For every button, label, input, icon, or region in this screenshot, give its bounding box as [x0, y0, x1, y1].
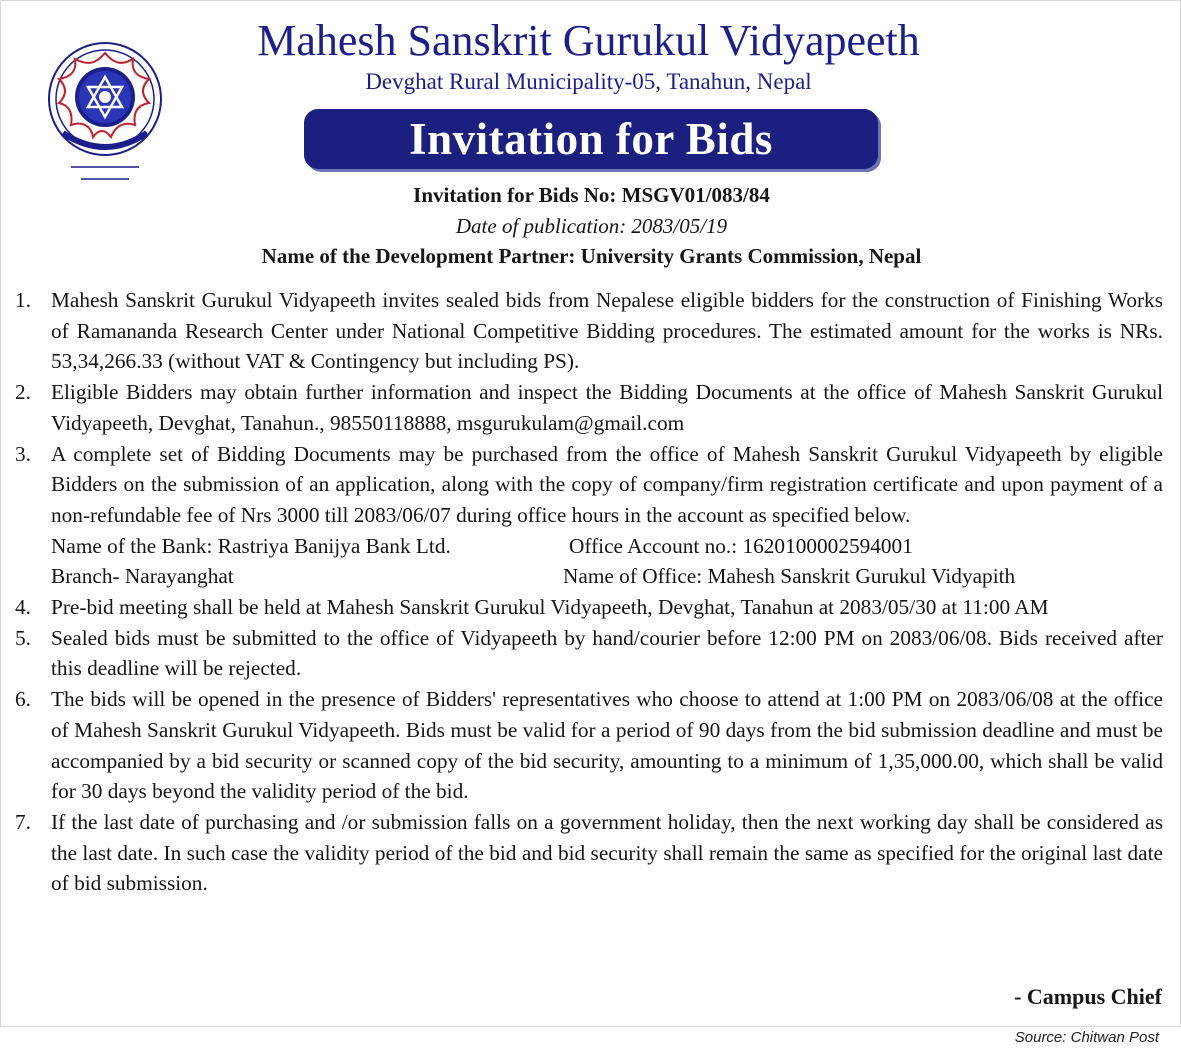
- organization-name: Mahesh Sanskrit Gurukul Vidyapeeth: [257, 16, 920, 65]
- item-number: 2.: [15, 380, 31, 405]
- publication-date: Date of publication: 2083/05/19: [455, 214, 728, 238]
- account-number: Office Account no.: 1620100002594001: [569, 533, 913, 558]
- list-item: [15, 684, 1163, 807]
- organization-address: Devghat Rural Municipality-05, Tanahun, Nepal: [365, 69, 812, 94]
- list-item: [15, 592, 1163, 623]
- item-number: 5.: [15, 625, 31, 650]
- university-emblem-icon: [41, 37, 169, 189]
- list-item: [15, 439, 1163, 592]
- item-text: Sealed bids must be submitted to the office of Vidyapeeth by hand/courier before 12:00 PM on 2083/06/08. Bids received after this deadline will be rejected.: [51, 625, 1163, 681]
- item-text: A complete set of Bidding Documents may be purchased from the office of Mahesh Sanskrit Gurukul Vidyapeeth by eligible Bidders on the submission of an application, along with the copy of company/firm registration certificate and upon payment of a non-refundable fee of Nrs 3000 till 2083/06/07 during office hours in the account as specified below.: [51, 441, 1163, 527]
- item-number: 1.: [15, 288, 31, 312]
- development-partner: Name of the Development Partner: University Grants Commission, Nepal: [261, 244, 922, 268]
- signature: - Campus Chief: [1014, 984, 1162, 1009]
- list-item: [15, 285, 1163, 377]
- bid-number: Invitation for Bids No: MSGV01/083/84: [413, 183, 770, 207]
- notice-title-banner: Invitation for Bids: [304, 109, 878, 169]
- item-number: 4.: [15, 595, 31, 619]
- item-text: The bids will be opened in the presence of Bidders' representatives who choose to attend at 1:00 PM on 2083/06/08 at the office of Mahesh Sanskrit Gurukul Vidyapeeth. Bids must be valid for a period of 90 days from the bid submission deadline and must be accompanied by a bid security or scanned copy of the bid security, amounting to a minimum of 1,35,000.00, which shall be valid for 30 days beyond the validity period of the bid.: [51, 687, 1163, 804]
- bid-clauses-list: [15, 285, 1163, 899]
- item-text: Eligible Bidders may obtain further information and inspect the Bidding Documents at the office of Mahesh Sanskrit Gurukul Vidyapeeth, Devghat, Tanahun., 98550118888, msgurukulam@gmail.com: [51, 380, 1163, 435]
- list-item: [15, 623, 1163, 684]
- bank-details-row: [51, 531, 1163, 562]
- list-item: [15, 377, 1163, 438]
- item-number: 6.: [15, 687, 31, 712]
- bank-branch: Branch- Narayanghat: [51, 564, 234, 589]
- item-text: If the last date of purchasing and /or submission falls on a government holiday, then the next working day shall be considered as the last date. In such case the validity period of the bid and bid security shall remain the same as specified for the original last date of bid submission.: [51, 809, 1163, 896]
- item-text: Mahesh Sanskrit Gurukul Vidyapeeth invites sealed bids from Nepalese eligible bidders for the construction of Finishing Works of Ramananda Research Center under National Competitive Bidding procedures. The estimated amount for the works is NRs. 53,34,266.33 (without VAT & Contingency but including PS).: [51, 288, 1163, 374]
- item-number: 3.: [15, 441, 31, 466]
- list-item: [15, 807, 1163, 899]
- bank-details-row: [51, 561, 1163, 592]
- item-text: Pre-bid meeting shall be held at Mahesh Sanskrit Gurukul Vidyapeeth, Devghat, Tanahun at 2083/05/30 at 11:00 AM: [51, 595, 1049, 619]
- bank-name: Name of the Bank: Rastriya Banijya Bank Ltd.: [51, 533, 451, 558]
- office-name: Name of Office: Mahesh Sanskrit Gurukul Vidyapith: [563, 564, 1016, 589]
- item-number: 7.: [15, 809, 31, 834]
- source-credit: Source: Chitwan Post: [1014, 1029, 1159, 1046]
